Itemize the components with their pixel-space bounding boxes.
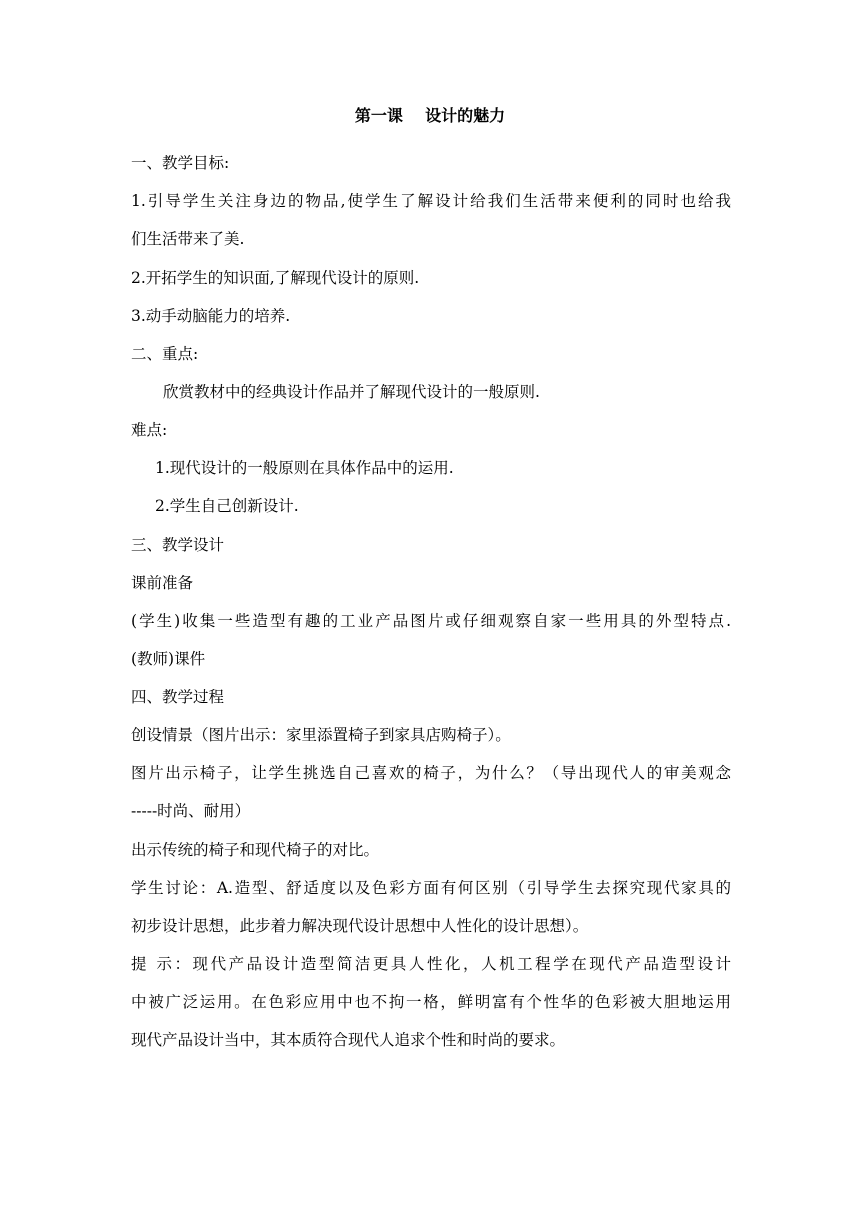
section-heading-objectives: 一、教学目标: [131,154,230,172]
key-point-text: 欣赏教材中的经典设计作品并了解现代设计的一般原则. [163,383,540,401]
discussion-line-1: 学生讨论：A.造型、舒适度以及色彩方面有何区别（引导学生去探究现代家具的 [131,879,731,897]
chair-selection-line-1: 图片出示椅子，让学生挑选自己喜欢的椅子，为什么？（导出现代人的审美观念 [131,764,731,782]
document-title: 第一课 设计的魅力 [354,106,506,125]
objective-1-line-1: 1.引导学生关注身边的物品,使学生了解设计给我们生活带来便利的同时也给我 [131,192,731,210]
objective-1-line-2: 们生活带来了美. [131,230,245,248]
objective-3: 3.动手动脑能力的培养. [131,307,291,325]
scenario-text: 创设情景（图片出示：家里添置椅子到家具店购椅子）。 [131,726,511,744]
objective-2: 2.开拓学生的知识面,了解现代设计的原则. [131,269,420,287]
teacher-preparation: (教师)课件 [131,650,206,668]
chair-selection-line-2: -----时尚、耐用） [131,802,251,820]
hint-line-3: 现代产品设计当中，其本质符合现代人追求个性和时尚的要求。 [131,1031,566,1049]
hint-line-1: 提 示：现代产品设计造型简洁更具人性化，人机工程学在现代产品造型设计 [131,955,731,973]
preparation-heading: 课前准备 [131,574,194,592]
difficulty-heading: 难点: [131,421,168,439]
section-heading-key-points: 二、重点: [131,345,199,363]
discussion-line-2: 初步设计思想，此步着力解决现代设计思想中人性化的设计思想）。 [131,917,589,935]
section-heading-process: 四、教学过程 [131,688,225,706]
section-heading-design: 三、教学设计 [131,536,225,554]
student-preparation: (学生)收集一些造型有趣的工业产品图片或仔细观察自家一些用具的外型特点. [131,612,731,630]
difficulty-1: 1.现代设计的一般原则在具体作品中的运用. [155,459,454,477]
difficulty-2: 2.学生自己创新设计. [155,497,299,515]
comparison-text: 出示传统的椅子和现代椅子的对比。 [131,841,380,859]
hint-line-2: 中被广泛运用。在色彩应用中也不拘一格，鲜明富有个性华的色彩被大胆地运用 [131,993,731,1011]
